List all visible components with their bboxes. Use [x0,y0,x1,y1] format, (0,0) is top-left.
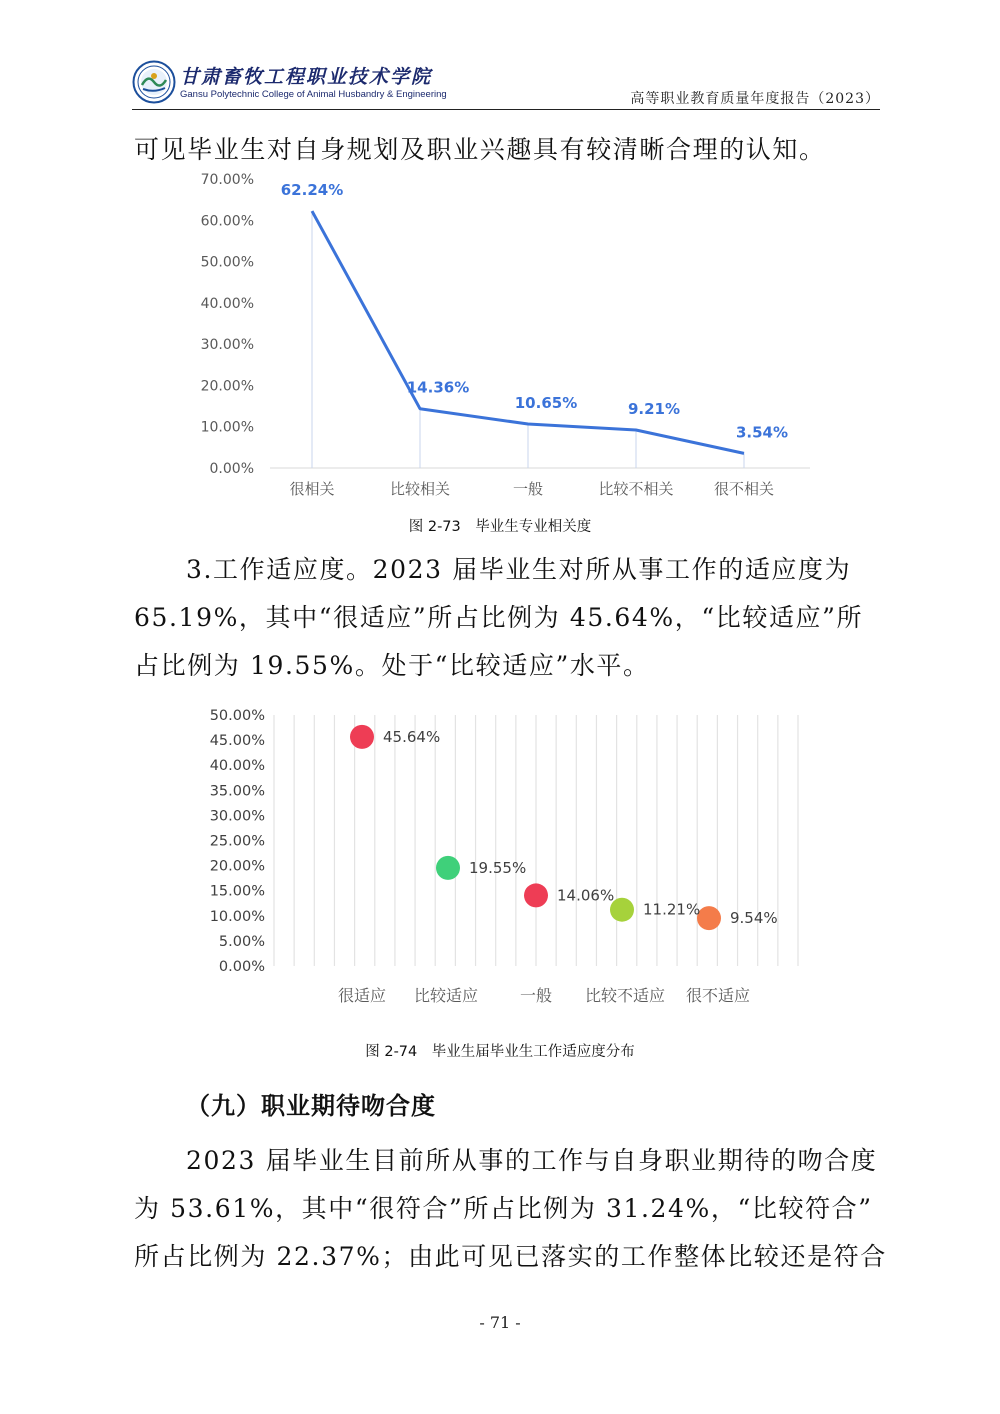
paragraph-line: 所占比例为 22.37%；由此可见已落实的工作整体比较还是符合 [134,1242,887,1271]
data-label: 9.21% [627,399,681,418]
x-tick-label: 比较相关 [389,480,451,498]
y-tick-label: 70.00% [200,172,254,188]
y-axis [201,172,254,477]
x-axis [270,468,810,498]
paragraph-line: 为 53.61%，其中“很符合”所占比例为 31.24%，“比较符合” [134,1194,873,1223]
figure-caption-74: 图 2-74 毕业生届毕业生工作适应度分布 [365,1044,635,1060]
paragraph-line: 占比例为 19.55%。处于“比较适应”水平。 [134,651,650,680]
y-tick-label: 35.00% [209,783,265,800]
data-point [350,725,374,749]
y-tick-label: 20.00% [209,858,265,875]
data-label: 14.36% [406,378,470,397]
y-tick-label: 0.00% [209,461,254,477]
data-label: 19.55% [469,858,527,877]
y-tick-label: 40.00% [209,758,265,775]
school-logo [132,60,176,104]
data-label: 10.65% [514,394,578,413]
adaptation-dot-chart [190,700,830,1015]
data-label: 62.24% [280,181,344,200]
x-tick-label: 比较不适应 [584,986,666,1005]
x-tick-label: 很不适应 [685,986,751,1005]
vertical-grid [274,715,798,966]
y-tick-label: 10.00% [200,419,254,436]
x-tick-label: 很不相关 [713,480,775,498]
data-label: 3.54% [735,423,789,442]
drop-lines [312,211,744,468]
school-name-en: Gansu Polytechnic College of Animal Husbandry & Engineering [180,89,447,100]
data-label: 14.06% [557,886,615,905]
section-heading: （九）职业期待吻合度 [186,1092,436,1120]
paragraph-line: 3.工作适应度。2023 届毕业生对所从事工作的适应度为 [186,555,852,584]
paragraph-work-adaptation [134,546,880,690]
x-tick-label: 比较不相关 [598,480,674,498]
y-tick-label: 5.00% [218,933,265,950]
page-header [132,58,880,110]
data-point [697,906,721,930]
y-axis [210,708,265,975]
y-tick-label: 60.00% [200,213,254,230]
figure-caption-73: 图 2-73 毕业生专业相关度 [408,519,592,535]
y-tick-label: 0.00% [218,959,265,975]
data-label: 11.21% [643,900,701,919]
x-axis [338,986,750,1005]
report-title: 高等职业教育质量年度报告（2023） [630,91,880,107]
x-tick-label: 一般 [512,480,544,498]
data-point [436,856,460,880]
school-name-cn: 甘肃畜牧工程职业技术学院 [180,66,433,88]
data-labels [383,728,778,927]
y-tick-label: 45.00% [209,733,265,750]
relevance-line-chart [190,165,830,505]
x-tick-label: 一般 [519,986,553,1005]
school-logo-icon [132,60,176,104]
x-tick-label: 很相关 [289,480,335,498]
page-number: - 71 - [479,1313,521,1332]
y-tick-label: 10.00% [209,908,265,925]
y-tick-label: 15.00% [209,883,265,900]
y-tick-label: 20.00% [200,378,254,395]
paragraph-career-expectation [134,1137,887,1281]
data-point [524,883,548,907]
y-tick-label: 40.00% [200,295,254,312]
paragraph-line: 可见毕业生对自身规划及职业兴趣具有较清晰合理的认知。 [134,135,826,164]
data-label: 9.54% [730,909,778,928]
y-tick-label: 25.00% [209,833,265,850]
paragraph-line: 2023 届毕业生目前所从事的工作与自身职业期待的吻合度 [186,1146,878,1175]
y-tick-label: 30.00% [200,337,254,354]
x-tick-label: 很适应 [337,986,387,1005]
y-tick-label: 50.00% [200,254,254,271]
y-tick-label: 50.00% [209,708,265,724]
y-tick-label: 30.00% [209,808,265,825]
data-label: 45.64% [383,727,441,746]
paragraph-line: 65.19%，其中“很适应”所占比例为 45.64%，“比较适应”所 [134,603,864,632]
data-labels [281,181,788,441]
header-divider [132,109,880,110]
x-tick-label: 比较适应 [413,986,479,1005]
